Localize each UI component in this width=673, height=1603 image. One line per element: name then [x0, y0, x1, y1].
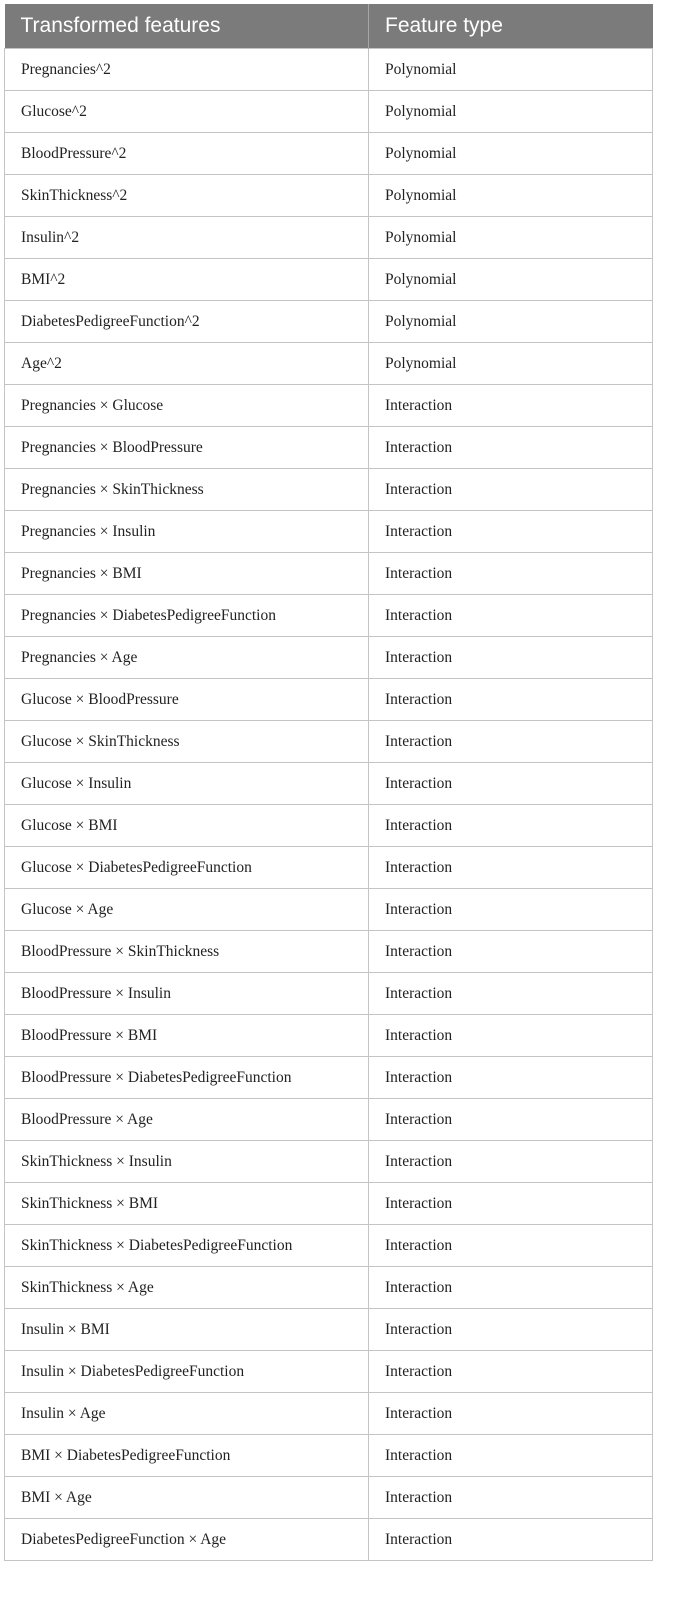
table-row — [5, 1393, 653, 1435]
table-row — [5, 1141, 653, 1183]
feature-type-cell: Interaction — [369, 721, 653, 763]
transformed-feature-cell: Pregnancies^2 — [5, 49, 369, 91]
table-row — [5, 1477, 653, 1519]
feature-type-cell: Polynomial — [369, 133, 653, 175]
feature-type-cell: Interaction — [369, 1267, 653, 1309]
table-header — [5, 4, 653, 49]
feature-type-cell: Interaction — [369, 1519, 653, 1561]
feature-type-cell: Interaction — [369, 511, 653, 553]
transformed-feature-cell: BloodPressure × BMI — [5, 1015, 369, 1057]
transformed-feature-cell: Glucose × SkinThickness — [5, 721, 369, 763]
table-row — [5, 301, 653, 343]
feature-type-cell: Interaction — [369, 763, 653, 805]
table-row — [5, 1015, 653, 1057]
feature-type-cell: Interaction — [369, 1309, 653, 1351]
transformed-feature-cell: BMI × DiabetesPedigreeFunction — [5, 1435, 369, 1477]
transformed-feature-cell: Glucose × BloodPressure — [5, 679, 369, 721]
table-row — [5, 427, 653, 469]
transformed-feature-cell: Insulin × DiabetesPedigreeFunction — [5, 1351, 369, 1393]
table-row — [5, 175, 653, 217]
table-body — [5, 49, 653, 1561]
table-row — [5, 889, 653, 931]
feature-type-cell: Polynomial — [369, 259, 653, 301]
table-row — [5, 1351, 653, 1393]
table-row — [5, 511, 653, 553]
feature-type-cell: Interaction — [369, 1351, 653, 1393]
transformed-feature-cell: BloodPressure × SkinThickness — [5, 931, 369, 973]
transformed-feature-cell: Insulin^2 — [5, 217, 369, 259]
transformed-feature-cell: Insulin × Age — [5, 1393, 369, 1435]
feature-type-cell: Interaction — [369, 1393, 653, 1435]
transformed-feature-cell: Glucose × BMI — [5, 805, 369, 847]
transformed-feature-cell: Age^2 — [5, 343, 369, 385]
table-row — [5, 259, 653, 301]
feature-type-cell: Polynomial — [369, 343, 653, 385]
feature-type-cell: Interaction — [369, 1057, 653, 1099]
table-row — [5, 931, 653, 973]
transformed-feature-cell: DiabetesPedigreeFunction × Age — [5, 1519, 369, 1561]
table-row — [5, 1309, 653, 1351]
table-row — [5, 1225, 653, 1267]
table-row — [5, 1183, 653, 1225]
table-row — [5, 1267, 653, 1309]
transformed-feature-cell: Glucose^2 — [5, 91, 369, 133]
table-row — [5, 679, 653, 721]
table-row — [5, 763, 653, 805]
table-row — [5, 91, 653, 133]
transformed-feature-cell: Insulin × BMI — [5, 1309, 369, 1351]
feature-type-cell: Interaction — [369, 553, 653, 595]
transformed-feature-cell: BMI^2 — [5, 259, 369, 301]
feature-type-cell: Interaction — [369, 1183, 653, 1225]
transformed-feature-cell: Pregnancies × Age — [5, 637, 369, 679]
table-row — [5, 553, 653, 595]
feature-type-cell: Interaction — [369, 931, 653, 973]
transformed-feature-cell: SkinThickness × BMI — [5, 1183, 369, 1225]
transformed-feature-cell: BloodPressure × Age — [5, 1099, 369, 1141]
feature-type-cell: Polynomial — [369, 175, 653, 217]
feature-type-cell: Interaction — [369, 889, 653, 931]
feature-type-cell: Interaction — [369, 637, 653, 679]
feature-type-cell: Interaction — [369, 1225, 653, 1267]
table-row — [5, 805, 653, 847]
feature-type-cell: Interaction — [369, 1099, 653, 1141]
feature-type-cell: Polynomial — [369, 217, 653, 259]
feature-type-cell: Interaction — [369, 1141, 653, 1183]
feature-table — [4, 4, 653, 1561]
transformed-feature-cell: Pregnancies × Glucose — [5, 385, 369, 427]
transformed-feature-cell: Glucose × Insulin — [5, 763, 369, 805]
feature-type-cell: Polynomial — [369, 91, 653, 133]
feature-type-cell: Interaction — [369, 679, 653, 721]
feature-type-cell: Polynomial — [369, 301, 653, 343]
table-row — [5, 385, 653, 427]
transformed-feature-cell: Pregnancies × SkinThickness — [5, 469, 369, 511]
transformed-feature-cell: Pregnancies × DiabetesPedigreeFunction — [5, 595, 369, 637]
feature-type-cell: Interaction — [369, 1435, 653, 1477]
transformed-feature-cell: BloodPressure × Insulin — [5, 973, 369, 1015]
transformed-feature-cell: Glucose × DiabetesPedigreeFunction — [5, 847, 369, 889]
table-row — [5, 721, 653, 763]
header-row — [5, 4, 653, 49]
feature-type-cell: Interaction — [369, 973, 653, 1015]
feature-type-cell: Interaction — [369, 805, 653, 847]
feature-type-cell: Interaction — [369, 1477, 653, 1519]
feature-type-cell: Interaction — [369, 469, 653, 511]
transformed-feature-cell: SkinThickness^2 — [5, 175, 369, 217]
table-row — [5, 1057, 653, 1099]
feature-type-cell: Interaction — [369, 847, 653, 889]
table-row — [5, 637, 653, 679]
feature-type-cell: Interaction — [369, 427, 653, 469]
table-row — [5, 1519, 653, 1561]
table-row — [5, 595, 653, 637]
table-row — [5, 49, 653, 91]
table-row — [5, 1099, 653, 1141]
table-row — [5, 973, 653, 1015]
transformed-feature-cell: Pregnancies × BloodPressure — [5, 427, 369, 469]
feature-type-cell: Polynomial — [369, 49, 653, 91]
transformed-feature-cell: DiabetesPedigreeFunction^2 — [5, 301, 369, 343]
table-row — [5, 847, 653, 889]
transformed-feature-cell: Pregnancies × Insulin — [5, 511, 369, 553]
transformed-feature-cell: BMI × Age — [5, 1477, 369, 1519]
header-feature-type: Feature type — [369, 4, 653, 49]
transformed-feature-cell: Pregnancies × BMI — [5, 553, 369, 595]
feature-type-cell: Interaction — [369, 595, 653, 637]
table-row — [5, 469, 653, 511]
transformed-feature-cell: SkinThickness × DiabetesPedigreeFunction — [5, 1225, 369, 1267]
feature-type-cell: Interaction — [369, 1015, 653, 1057]
transformed-feature-cell: BloodPressure × DiabetesPedigreeFunction — [5, 1057, 369, 1099]
table-row — [5, 217, 653, 259]
header-transformed-features: Transformed features — [5, 4, 369, 49]
transformed-feature-cell: BloodPressure^2 — [5, 133, 369, 175]
table-row — [5, 1435, 653, 1477]
transformed-feature-cell: SkinThickness × Insulin — [5, 1141, 369, 1183]
table-row — [5, 343, 653, 385]
transformed-feature-cell: SkinThickness × Age — [5, 1267, 369, 1309]
feature-type-cell: Interaction — [369, 385, 653, 427]
transformed-feature-cell: Glucose × Age — [5, 889, 369, 931]
table-row — [5, 133, 653, 175]
